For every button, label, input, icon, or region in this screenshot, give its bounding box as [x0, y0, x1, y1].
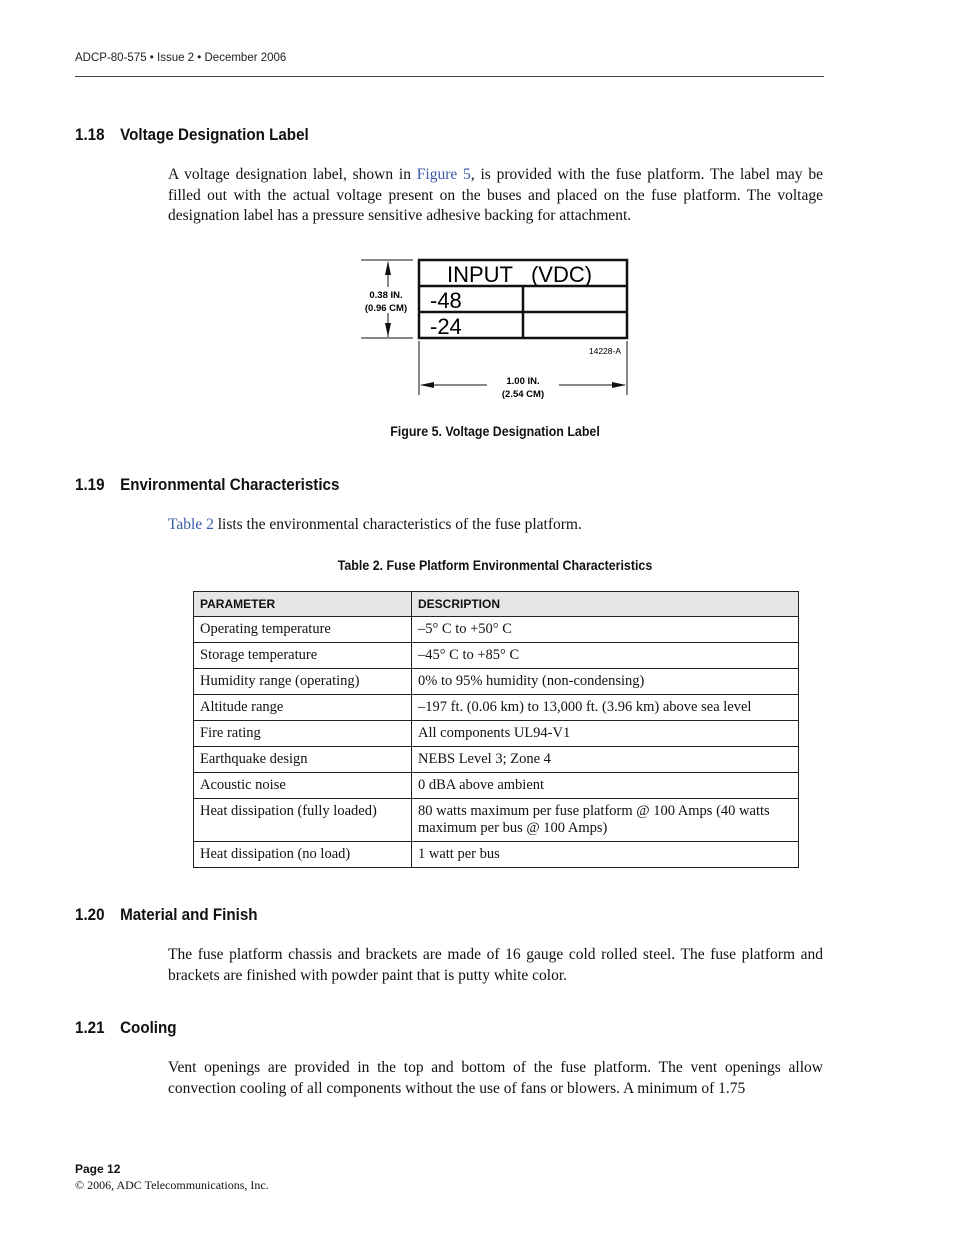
paragraph-material: The fuse platform chassis and brackets are made of 16 gauge cold rolled steel. The fuse platform and brackets are finished with powder paint that is putty white color.: [168, 946, 823, 984]
figure-id: 14228-A: [588, 346, 621, 356]
table-row: [194, 643, 799, 669]
section-number: 1.19: [75, 476, 105, 494]
table-cell: Operating temperature: [194, 617, 412, 643]
width-dimension-cm: (2.54 CM): [501, 389, 545, 400]
table-row: [194, 842, 799, 868]
table-cell: –45° C to +85° C: [412, 643, 799, 669]
page-number: Page 12: [75, 1162, 121, 1176]
header-divider: [75, 76, 824, 77]
section-number: 1.18: [75, 126, 105, 144]
table-cell: Earthquake design: [194, 747, 412, 773]
paragraph-text: , is provided with the fuse platform. The label may be filled out with the actual voltage present on the buses and placed on the fuse platform. The voltage designation label has a pressure sensitive adhesive backing for attachment.: [168, 166, 823, 224]
table-cell: All components UL94-V1: [412, 721, 799, 747]
label-row-value: -24: [430, 314, 462, 339]
arrow-left-icon: [420, 382, 434, 388]
table-cell: 0 dBA above ambient: [412, 773, 799, 799]
voltage-label-figure: [355, 255, 645, 405]
table-cell: Altitude range: [194, 695, 412, 721]
table-header-row: [194, 592, 799, 617]
table-row: [194, 773, 799, 799]
section-heading-1-18: [75, 126, 309, 145]
label-row-value: -48: [430, 288, 462, 313]
environmental-table: [193, 591, 799, 868]
table-cell: Humidity range (operating): [194, 669, 412, 695]
arrow-down-icon: [385, 323, 391, 337]
section-title: Environmental Characteristics: [120, 476, 340, 494]
paragraph-voltage-label: [168, 165, 823, 227]
section-title: Cooling: [120, 1019, 177, 1037]
width-dimension-inches: 1.00 IN.: [506, 376, 540, 387]
section-heading-1-21: [75, 1019, 177, 1038]
paragraph-text: lists the environmental characteristics of the fuse platform.: [213, 516, 582, 533]
table-row: [194, 669, 799, 695]
table-cell: Storage temperature: [194, 643, 412, 669]
table-cell: Acoustic noise: [194, 773, 412, 799]
table-cell: –5° C to +50° C: [412, 617, 799, 643]
table-row: [194, 695, 799, 721]
paragraph-text: A voltage designation label, shown in: [168, 166, 417, 183]
table-row: [194, 799, 799, 842]
table-row: [194, 617, 799, 643]
paragraph-env-intro: [168, 515, 823, 536]
running-header: ADCP-80-575 • Issue 2 • December 2006: [75, 52, 287, 64]
label-header-text: INPUT (VDC): [447, 262, 593, 287]
table-cell: 1 watt per bus: [412, 842, 799, 868]
table-cell: 80 watts maximum per fuse platform @ 100 Amps (40 watts maximum per bus @ 100 Amps): [412, 799, 799, 842]
column-header-parameter: PARAMETER: [194, 592, 412, 617]
section-title: Material and Finish: [120, 906, 258, 924]
table-cell: 0% to 95% humidity (non-condensing): [412, 669, 799, 695]
section-heading-1-19: [75, 476, 339, 495]
table-cell: –197 ft. (0.06 km) to 13,000 ft. (3.96 km) above sea level: [412, 695, 799, 721]
height-dimension-cm: (0.96 CM): [364, 303, 408, 314]
section-number: 1.21: [75, 1019, 105, 1037]
table-2-link[interactable]: Table 2: [168, 516, 214, 533]
table-row: [194, 721, 799, 747]
section-heading-1-20: [75, 906, 258, 925]
column-header-description: DESCRIPTION: [412, 592, 799, 617]
copyright: © 2006, ADC Telecommunications, Inc.: [75, 1178, 269, 1192]
table-row: [194, 747, 799, 773]
table-cell: Heat dissipation (fully loaded): [194, 799, 412, 842]
height-dimension-inches: 0.38 IN.: [369, 290, 403, 301]
section-number: 1.20: [75, 906, 105, 924]
figure-5-caption: Figure 5. Voltage Designation Label: [390, 424, 600, 439]
arrow-right-icon: [612, 382, 626, 388]
section-title: Voltage Designation Label: [120, 126, 309, 144]
table-2-caption: Table 2. Fuse Platform Environmental Characteristics: [337, 558, 653, 573]
table-cell: NEBS Level 3; Zone 4: [412, 747, 799, 773]
table-cell: Fire rating: [194, 721, 412, 747]
table-cell: Heat dissipation (no load): [194, 842, 412, 868]
arrow-up-icon: [385, 261, 391, 275]
paragraph-cooling: Vent openings are provided in the top and bottom of the fuse platform. The vent openings allow convection cooling of all components without the use of fans or blowers. A minimum of 1.75: [168, 1059, 823, 1097]
figure-5-link[interactable]: Figure 5: [416, 166, 471, 183]
